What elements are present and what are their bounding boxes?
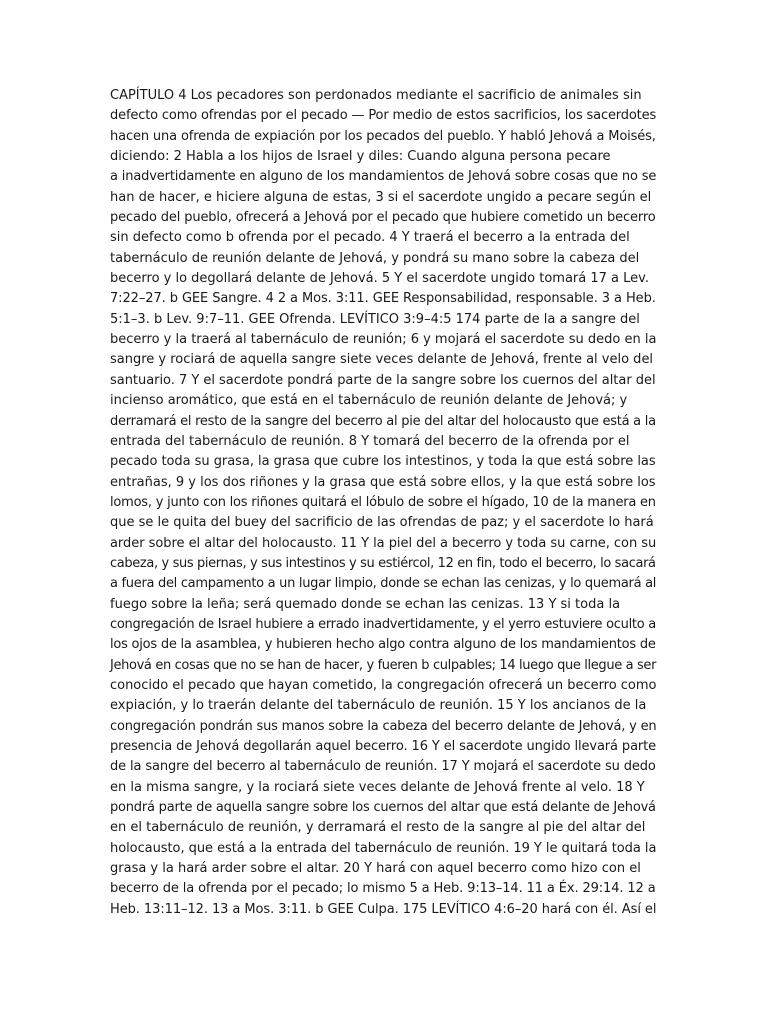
text-line: en la misma sangre, y la rociará siete veces delante de Jehová frente al velo. 18 Y bbox=[110, 779, 645, 795]
text-line: congregación pondrán sus manos sobre la cabeza del becerro delante de Jehová, y en bbox=[110, 718, 657, 734]
text-line: entrañas, 9 y los dos riñones y la grasa que está sobre ellos, y la que está sobre los bbox=[110, 474, 656, 490]
text-line: pecado toda su grasa, la grasa que cubre los intestinos, y toda la que está sobre las bbox=[110, 454, 656, 470]
text-line: han de hacer, e hiciere alguna de estas, 3 si el sacerdote ungido a pecare según el bbox=[110, 189, 652, 205]
text-line: derramará el resto de la sangre del becerro al pie del altar del holocausto que está a la bbox=[110, 413, 656, 429]
text-line: entrada del tabernáculo de reunión. 8 Y tomará del becerro de la ofrenda por el bbox=[110, 433, 630, 449]
text-line: presencia de Jehová degollarán aquel becerro. 16 Y el sacerdote ungido llevará parte bbox=[110, 739, 657, 754]
text-line: grasa y la hará arder sobre el altar. 20 Y hará con aquel becerro como hizo con el bbox=[110, 861, 641, 877]
text-line: santuario. 7 Y el sacerdote pondrá parte de la sangre sobre los cuernos del altar del bbox=[110, 372, 656, 388]
text-line: conocido el pecado que hayan cometido, la congregación ofrecerá un becerro como bbox=[110, 677, 657, 693]
text-line: becerro y lo degollará delante de Jehová. 5 Y el sacerdote ungido tomará 17 a Lev. bbox=[110, 271, 649, 287]
text-line: cabeza, y sus piernas, y sus intestinos y su estiércol, 12 en fin, todo el becerro, lo sacará bbox=[110, 555, 656, 571]
text-line: holocausto, que está a la entrada del tabernáculo de reunión. 19 Y le quitará toda la bbox=[110, 840, 657, 856]
text-line: fuego sobre la leña; será quemado donde se echan las cenizas. 13 Y si toda la bbox=[110, 596, 621, 612]
text-line: expiación, y lo traerán delante del tabernáculo de reunión. 15 Y los ancianos de la bbox=[110, 698, 647, 714]
body-text bbox=[110, 86, 656, 920]
text-line: sin defecto como b ofrenda por el pecado. 4 Y traerá el becerro a la entrada del bbox=[110, 230, 630, 246]
text-line: hacen una ofrenda de expiación por los pecados del pueblo. Y habló Jehová a Moisés, bbox=[110, 128, 656, 144]
text-line: en el tabernáculo de reunión, y derramará el resto de la sangre al pie del altar del bbox=[110, 820, 646, 836]
text-line: que se le quita del buey del sacrificio de las ofrendas de paz; y el sacerdote lo hará bbox=[110, 515, 654, 531]
text-line: CAPÍTULO 4 Los pecadores son perdonados mediante el sacrificio de animales sin bbox=[110, 88, 642, 103]
text-line: a inadvertidamente en alguno de los mandamientos de Jehová sobre cosas que no se bbox=[110, 169, 657, 185]
text-line: lomos, y junto con los riñones quitará el lóbulo de sobre el hígado, 10 de la manera en bbox=[110, 494, 656, 510]
text-line: a fuera del campamento a un lugar limpio, donde se echan las cenizas, y lo quemará al bbox=[110, 576, 657, 592]
text-line: defecto como ofrendas por el pecado — Por medio de estos sacrificios, los sacerdotes bbox=[110, 108, 657, 124]
text-line: sangre y rociará de aquella sangre siete veces delante de Jehová, frente al velo del bbox=[110, 352, 654, 368]
text-line: arder sobre el altar del holocausto. 11 Y la piel del a becerro y toda su carne, con su bbox=[110, 535, 657, 551]
text-line: 5:1–3. b Lev. 9:7–11. GEE Ofrenda. LEVÍTICO 3:9–4:5 174 parte de la a sangre del bbox=[110, 311, 640, 327]
text-line: de la sangre del becerro al tabernáculo de reunión. 17 Y mojará el sacerdote su dedo bbox=[110, 759, 656, 775]
text-line: becerro de la ofrenda por el pecado; lo mismo 5 a Heb. 9:13–14. 11 a Éx. 29:14. 12 a bbox=[110, 881, 656, 897]
text-line: pondrá parte de aquella sangre sobre los cuernos del altar que está delante de Jehová bbox=[110, 800, 656, 816]
text-line: congregación de Israel hubiere a errado inadvertidamente, y el yerro estuviere oculto a bbox=[110, 616, 656, 632]
text-line: los ojos de la asamblea, y hubieren hecho algo contra alguno de los mandamientos de bbox=[110, 637, 656, 653]
text-line: pecado del pueblo, ofrecerá a Jehová por el pecado que hubiere cometido un becerro bbox=[110, 210, 656, 226]
text-line: incienso aromático, que está en el tabernáculo de reunión delante de Jehová; y bbox=[110, 393, 628, 409]
text-line: 7:22–27. b GEE Sangre. 4 2 a Mos. 3:11. GEE Responsabilidad, responsable. 3 a Heb. bbox=[110, 291, 656, 307]
text-line: Heb. 13:11–12. 13 a Mos. 3:11. b GEE Culpa. 175 LEVÍTICO 4:6–20 hará con él. Así el bbox=[110, 901, 657, 917]
text-line: tabernáculo de reunión delante de Jehová, y pondrá su mano sobre la cabeza del bbox=[110, 250, 640, 266]
text-line: diciendo: 2 Habla a los hijos de Israel y diles: Cuando alguna persona pecare bbox=[110, 149, 611, 165]
text-line: Jehová en cosas que no se han de hacer, y fueren b culpables; 14 luego que llegue a ser bbox=[110, 657, 657, 673]
text-line: becerro y la traerá al tabernáculo de reunión; 6 y mojará el sacerdote su dedo en la bbox=[110, 332, 657, 348]
